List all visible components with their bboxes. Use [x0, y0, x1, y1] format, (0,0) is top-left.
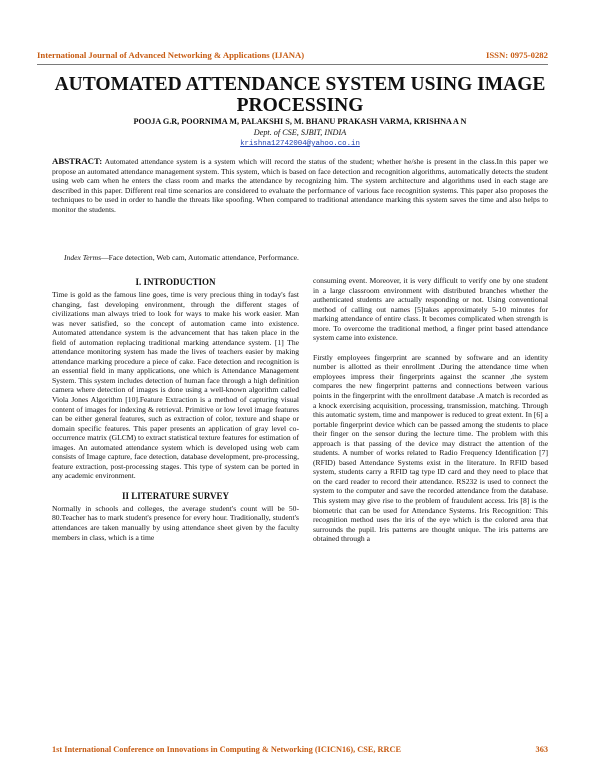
- section-heading-introduction: I. INTRODUCTION: [135, 277, 216, 287]
- conference-name: 1st International Conference on Innovations in Computing & Networking (ICICN16), CSE, RRCE: [52, 745, 402, 754]
- email-line: [20, 139, 580, 149]
- left-column: [52, 276, 299, 542]
- introduction-paragraph: Time is gold as the famous line goes, time is very precious thing in today's fast changing, fast developing environment, through the different stages of civilizations man always tried to look for ways to make his work easier. Man was never satisfied, so the concept of automation came into existence. Automated attendance system is the advancement that has taken place in the field of automation replacing traditional marking attendance system. [1] The attendance monitoring system has made the lives of teachers easier by making attendance marking procedure a piece of cake. Face detection and recognition is an essential field in many applications, one which is Attendance Management System. This system includes detection of human face through a high definition camera where detection of images is done using a well-known algorithm called Viola Jones Algorithm [10].Feature Extraction is a method of capturing visual content of images for indexing & retrieval. Primitive or low level image features can be either general features, such as extraction of color, texture and shape or domain specific features. This paper presents an application of gray level co-occurrence matrix (GLCM) to extract statistical texture features for estimation of images. An automated attendance system which is developed using web cam consists of Image capture, face detection, database development, pre-processing, feature extraction, post-processing stages. This type of system can be ported in any academic environment.: [52, 290, 299, 481]
- right-column: [313, 276, 548, 544]
- paper-title: AUTOMATED ATTENDANCE SYSTEM USING IMAGE PROCESSING: [54, 74, 546, 116]
- index-terms: [64, 253, 548, 263]
- abstract: [52, 157, 548, 214]
- literature-paragraph-continued: consuming event. Moreover, it is very difficult to verify one by one student in a large classroom environment with distributed branches whether the authenticated students are actually responding or not. Using conventional method of calling out names [5]takes approximately 5-10 minutes for marking attendance of entire class. It becomes complicated when strength is more. To overcome the traditional method, a finger print based attendance system came into existence.: [313, 276, 548, 343]
- abstract-text: Automated attendance system is a system which will record the status of the student; whether he/she is present in the class.In this paper we propose an automated attendance management system. This system, which is based on face detection and recognition algorithms, automatically detects the student using web cam when he enters the class room and marks the attendance by recognizing him. The system architecture and algorithms used in each stage are described in this paper. Different real time scenarios are considered to evaluate the performance of various face recognition systems. This paper also proposes the techniques to be used in order to handle the threats like spoofing. When compared to traditional attendance marking this system saves the time and also helps to monitor the students.: [52, 157, 548, 214]
- journal-name: International Journal of Advanced Networking & Applications (IJANA): [37, 50, 305, 60]
- header-divider: [37, 64, 548, 65]
- author-list: POOJA G.R, POORNIMA M, PALAKSHI S, M. BHANU PRAKASH VARMA, KRISHNA A N: [133, 117, 467, 126]
- issn: ISSN: 0975-0282: [485, 50, 548, 60]
- literature-survey-paragraph: Normally in schools and colleges, the average student's count will be 50-80.Teacher has to mark student's presence for every hour. Traditionally, student's attendances are taken manually by using attendance sheet given by the faculty members in class, which is a time: [52, 503, 299, 542]
- running-header: [37, 50, 548, 60]
- email-link[interactable]: krishna12742004@yahoo.co.in: [240, 140, 360, 148]
- index-terms-text: —Face detection, Web cam, Automatic attendance, Performance.: [101, 253, 299, 262]
- section-heading-literature-survey: II LITERATURE SURVEY: [121, 490, 230, 501]
- abstract-label: ABSTRACT:: [52, 156, 103, 166]
- paragraph-spacer: [313, 343, 548, 353]
- affiliation: Dept. of CSE, SJBIT, INDIA: [253, 128, 347, 137]
- running-footer: [52, 745, 548, 754]
- index-terms-label: Index Terms: [64, 253, 102, 262]
- page-number: 363: [535, 745, 548, 754]
- fingerprint-paragraph: Firstly employees fingerprint are scanned by software and an identity number is allotted as their enrollment .During the attendance time when employees impress their fingerprints against the scanner ,the system compares the new fingerprint patterns and connections between various points in the fingerprint with the enrollment database .A match is recorded as a knock exercising acquisition, processing, transmission, matching. Through this automatic system, time and manpower is reduced to great extent. In [6] a portable fingerprint device which can be passed among the students to place their finger on the sensor during the lecture time. The problem with this approach is that passing of the device may distract the attention of the students. A number of works related to Radio Frequency Identification [7] (RFID) based Attendance Systems exist in the literature. In RFID based system, students carry a RFID tag type ID card and they need to place that on the card reader to record their attendance. RS232 is used to connect the system to the computer and save the recorded attendance from the database. This system may give rise to the problem of fraudulent access. Iris [8] is the biometric that can be used for Attendance Systems. Iris Recognition: This recognition method uses the iris of the eye which is the colored area that surrounds the pupil. Iris patterns are thought unique. The iris patterns are obtained through a: [313, 352, 548, 544]
